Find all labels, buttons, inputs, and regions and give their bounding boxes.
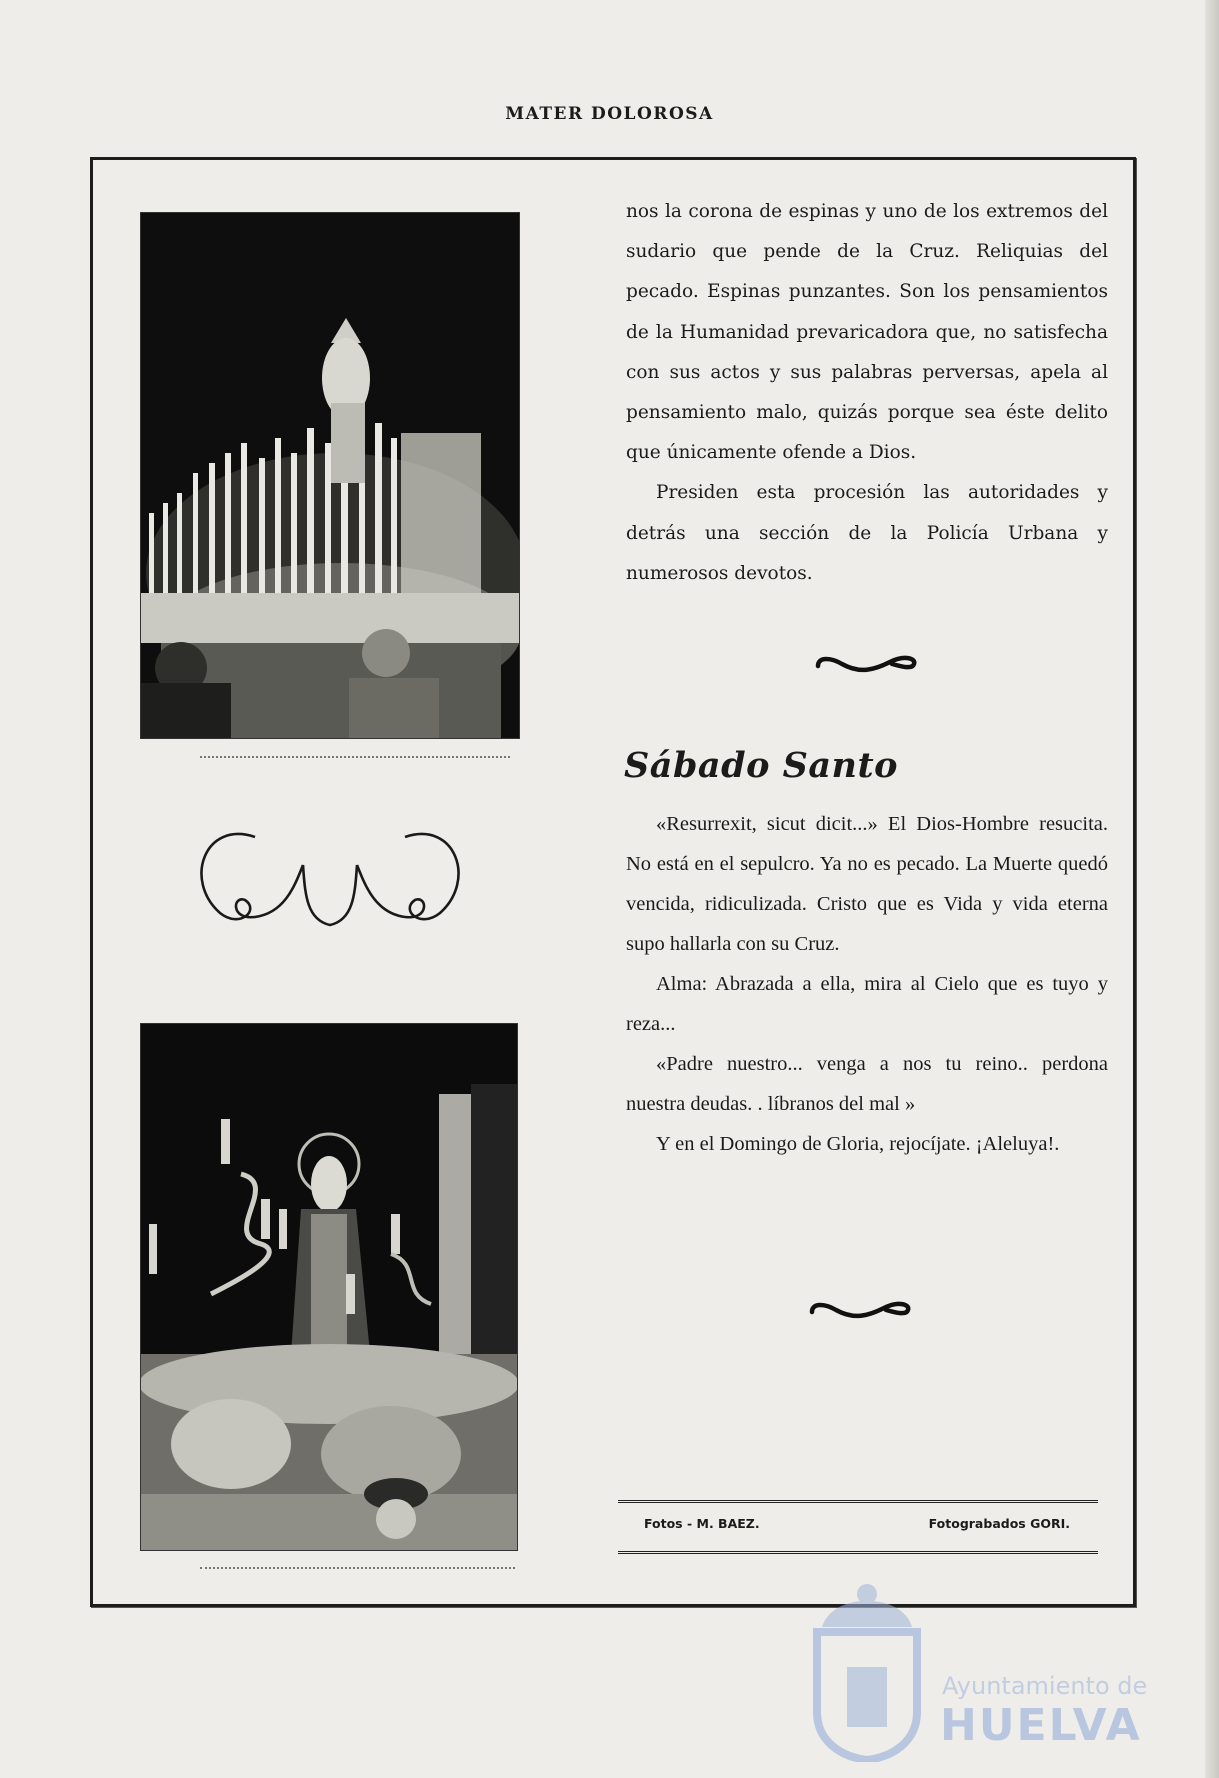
text-column-top xyxy=(626,192,1108,594)
swash-ornament xyxy=(812,650,920,678)
text-column-bottom xyxy=(626,804,1108,1164)
procession-photo-bottom-image xyxy=(141,1024,517,1550)
watermark-line1: Ayuntamiento de xyxy=(942,1672,1148,1700)
paragraph: nos la corona de espinas y uno de los extremos del sudario que pende de la Cruz. Reliquias del pecado. Espinas punzantes. Son los pensamientos de la Humanidad prevaricadora que, no satisfecha con sus actos y sus palabras perversas, apela al pensamiento malo, quizás porque sea éste delito que únicamente ofende a Dios. xyxy=(626,201,1108,464)
photo-divider-bottom xyxy=(200,1567,515,1569)
paragraph: Alma: Abrazada a ella, mira al Cielo que es tuyo y reza... xyxy=(626,973,1108,1035)
section-title: Sábado Santo xyxy=(624,745,899,786)
procession-photo-bottom xyxy=(140,1023,518,1551)
swash-ornament-bottom xyxy=(806,1296,914,1324)
photo-divider xyxy=(200,756,510,758)
paragraph: «Padre nuestro... venga a nos tu reino.. perdona nuestra deudas. . líbranos del mal » xyxy=(626,1053,1108,1115)
running-header: MATER DOLOROSA xyxy=(505,104,714,124)
flourish-ornament-left xyxy=(195,825,465,940)
engraving-credit: Fotograbados GORI. xyxy=(928,1516,1070,1531)
watermark-line2: HUELVA xyxy=(940,1700,1142,1751)
photo-credit: Fotos - M. BAEZ. xyxy=(644,1516,760,1531)
paragraph: Presiden esta procesión las autoridades y detrás una sección de la Policía Urbana y numerosos devotos. xyxy=(626,482,1108,584)
paragraph: Y en el Domingo de Gloria, rejocíjate. ¡Aleluya!. xyxy=(656,1133,1060,1155)
watermark xyxy=(802,1572,1152,1772)
procession-photo-top xyxy=(140,212,520,739)
photo-credits xyxy=(618,1500,1098,1554)
paragraph: «Resurrexit, sicut dicit...» El Dios-Hombre resucita. No está en el sepulcro. Ya no es pecado. La Muerte quedó vencida, ridiculizada. Cristo que es Vida y vida eterna supo hallarla con su Cruz. xyxy=(626,813,1108,955)
procession-photo-top-image xyxy=(141,213,519,738)
coat-of-arms-icon xyxy=(802,1572,932,1762)
page-edge xyxy=(1205,0,1219,1778)
